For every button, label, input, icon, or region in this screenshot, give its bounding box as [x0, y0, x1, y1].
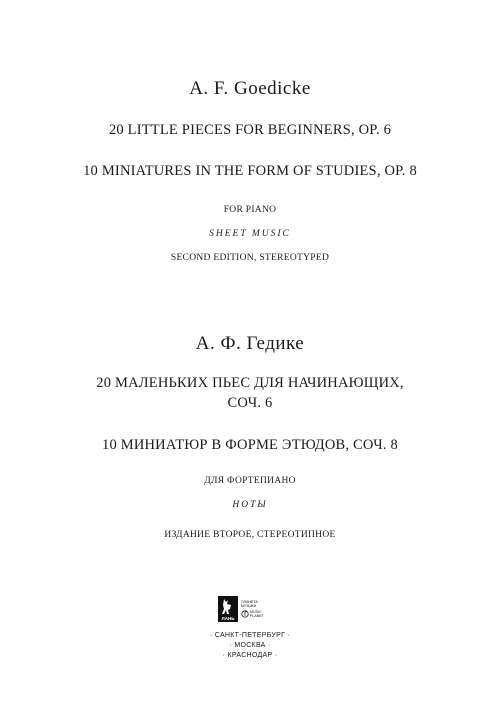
instrument-ru: ДЛЯ ФОРТЕПИАНО [204, 476, 296, 486]
publisher-logo [218, 596, 282, 622]
city-3: · КРАСНОДАР · [222, 652, 278, 659]
work-title-ru-2: 10 МИНИАТЮР В ФОРМЕ ЭТЮДОВ, СОЧ. 8 [102, 437, 398, 453]
work-title-ru-1b: СОЧ. 6 [227, 395, 273, 411]
edition-ru: ИЗДАНИЕ ВТОРОЕ, СТЕРЕОТИПНОЕ [164, 530, 336, 540]
edition-en: SECOND EDITION, STEREOTYPED [170, 253, 330, 263]
work-title-en-1: 20 LITTLE PIECES FOR BEGINNERS, OP. 6 [108, 122, 392, 138]
music-type-ru: НОТЫ [232, 500, 268, 510]
planet-text-1: ПЛАНЕТА [241, 600, 258, 604]
lan-logo-text: ЛАНЬ [221, 616, 235, 621]
music-text-2: PLANET [250, 614, 264, 618]
author-en: A. F. Goedicke [189, 78, 311, 99]
author-ru: А. Ф. Гедике [195, 333, 305, 354]
music-type-en: SHEET MUSIC [209, 229, 291, 239]
city-2: · МОСКВА · [229, 642, 271, 649]
city-1: · САНКТ-ПЕТЕРБУРГ · [209, 632, 291, 639]
music-text-1: MUSIC [250, 610, 262, 614]
work-title-en-2: 10 MINIATURES IN THE FORM OF STUDIES, OP. 8 [83, 163, 417, 179]
planet-text-2: МУЗЫКИ [241, 604, 257, 608]
work-title-ru-1a: 20 МАЛЕНЬКИХ ПЬЕС ДЛЯ НАЧИНАЮЩИХ, [96, 375, 404, 391]
note-stem [245, 612, 247, 617]
publisher-logo-graphic [218, 596, 282, 622]
instrument-en: FOR PIANO [223, 205, 277, 215]
